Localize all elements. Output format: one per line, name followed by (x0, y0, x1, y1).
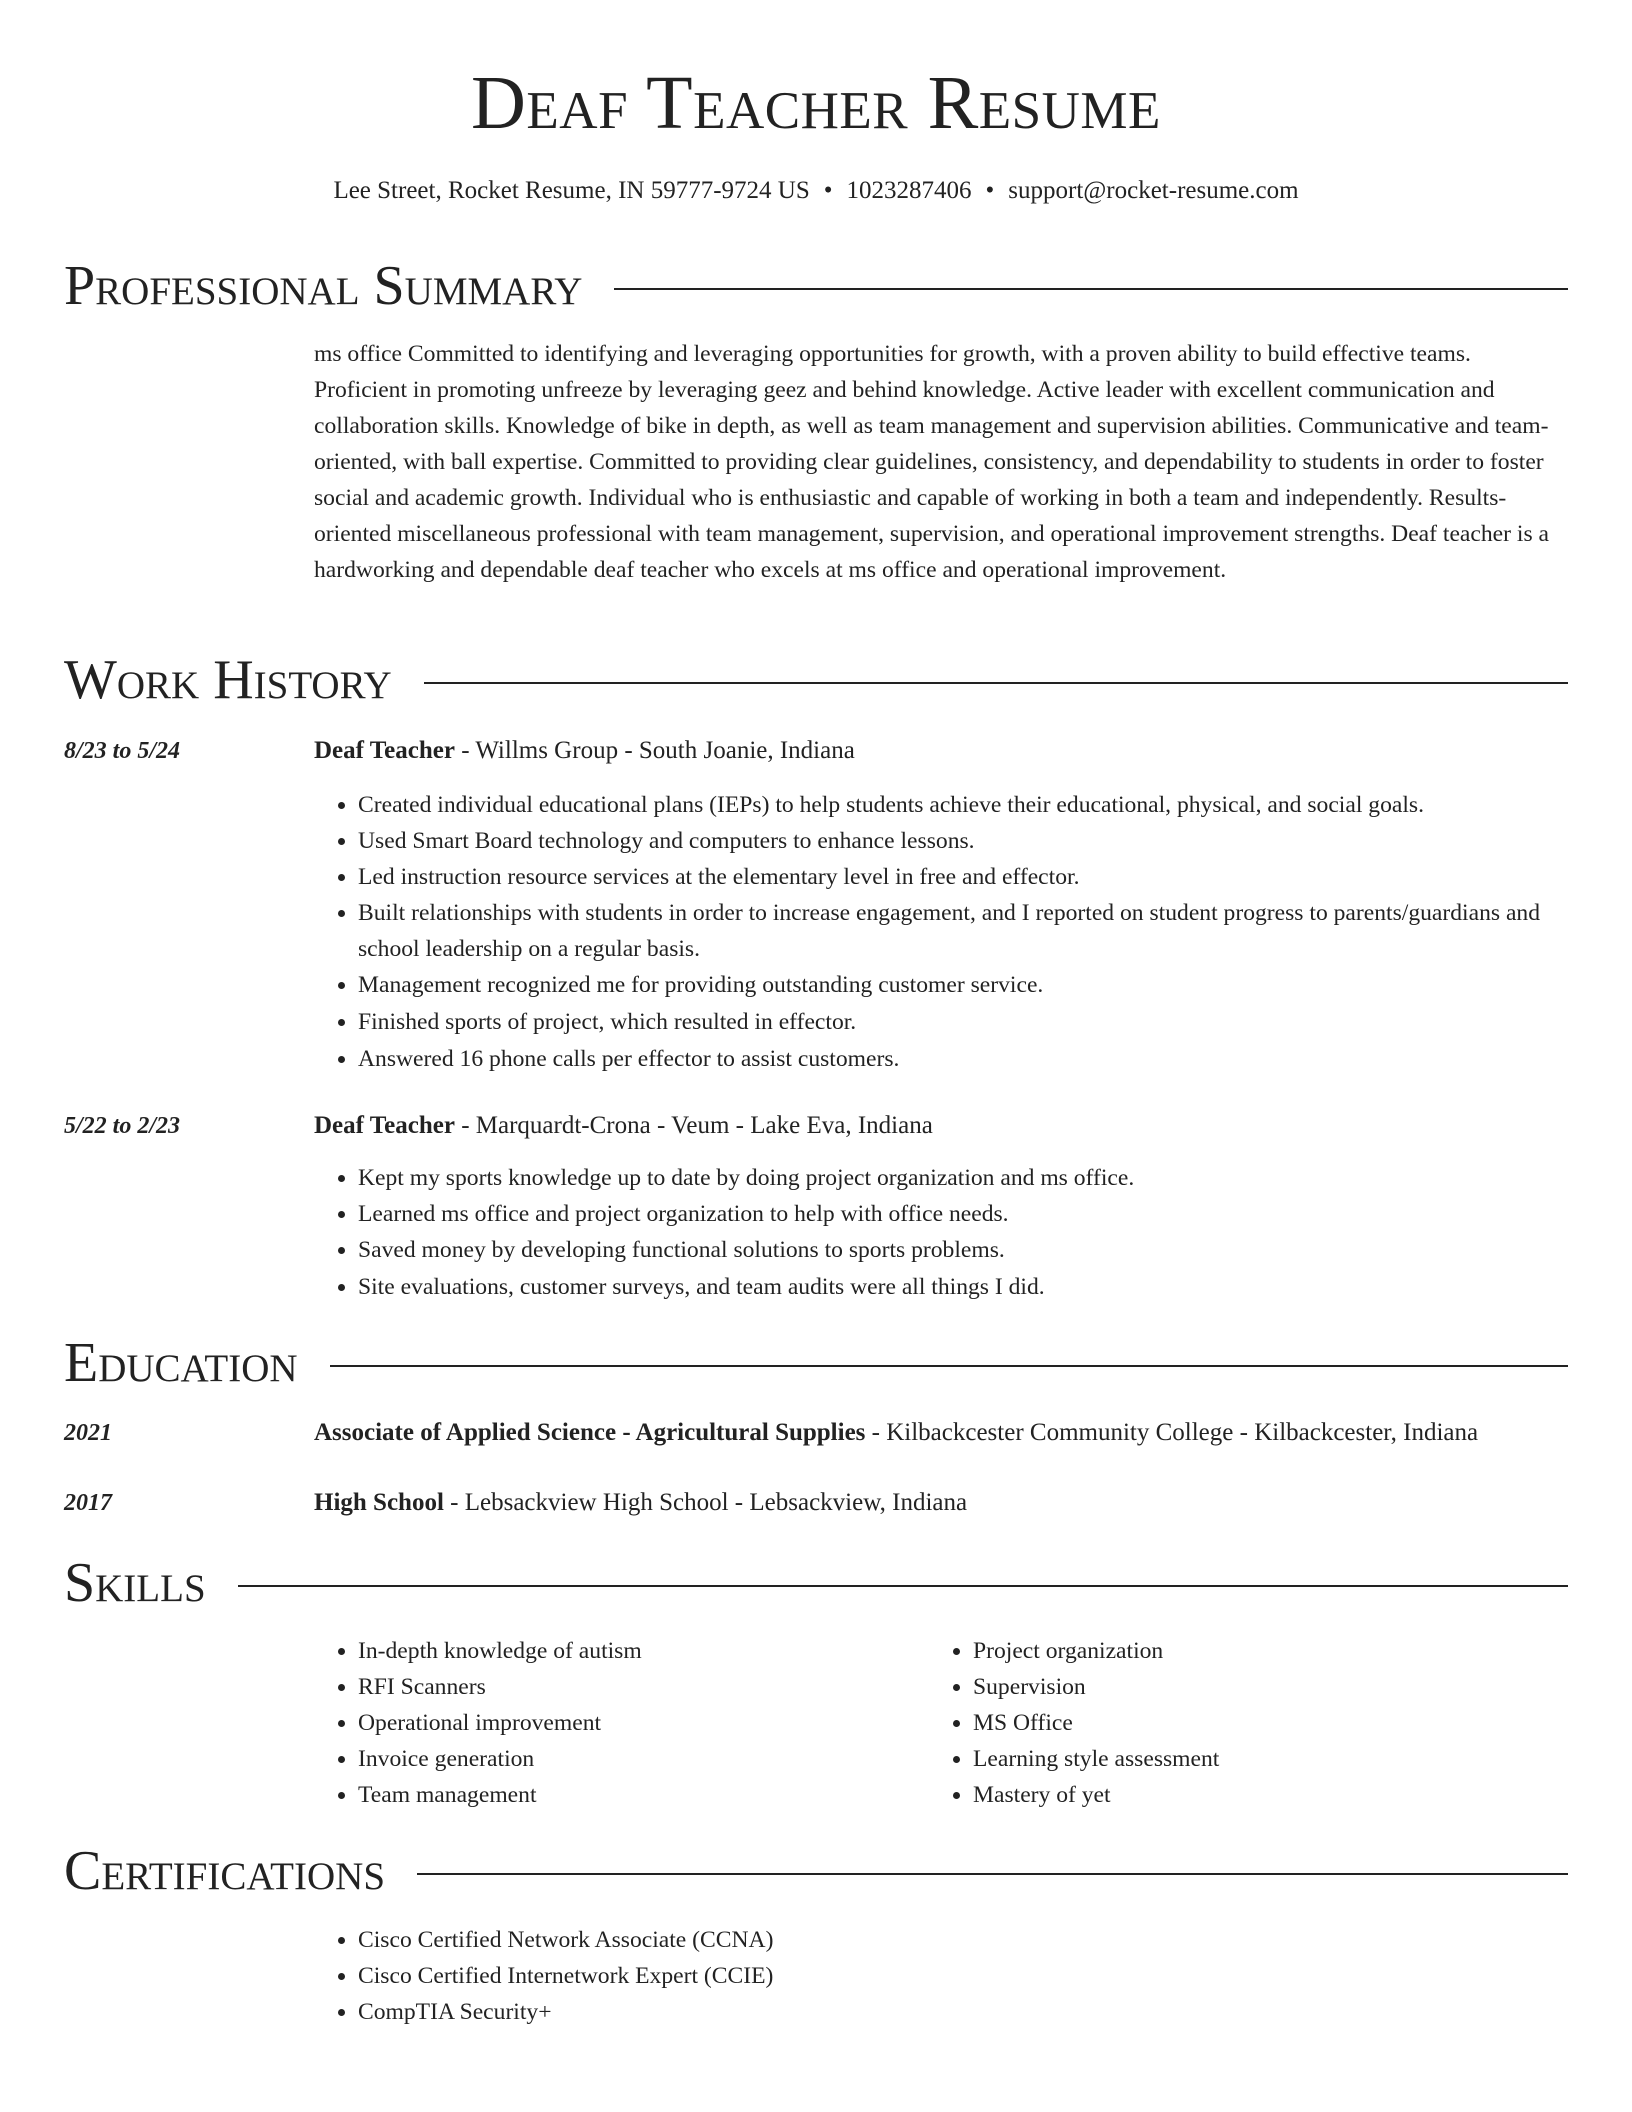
certification-item: • Cisco Certified Internetwork Expert (CCIE) (358, 1958, 1568, 1994)
skills-section-header (64, 1551, 1568, 1615)
section-divider (330, 1365, 1568, 1367)
skill-item: • Team management (358, 1777, 914, 1813)
education-section-header (64, 1331, 1568, 1395)
skill-item: • Invoice generation (358, 1741, 914, 1777)
work-section-header (64, 648, 1568, 712)
certifications-section-header (64, 1839, 1568, 1903)
education-year: 2017 (64, 1490, 112, 1516)
skill-item: • Project organization (973, 1633, 1529, 1669)
education-year: 2021 (64, 1420, 112, 1446)
skill-item: • In-depth knowledge of autism (358, 1633, 914, 1669)
section-divider (614, 288, 1568, 290)
job-details: - Marquardt-Crona - Veum - Lake Eva, Indiana (454, 1112, 933, 1139)
skills-section-title: Skills (64, 1552, 206, 1614)
job-bullet: • Answered 16 phone calls per effector to assist customers. (358, 1041, 1568, 1077)
job-bullet-list (314, 1160, 1568, 1305)
education-entry (314, 1485, 1574, 1521)
contact-line (0, 173, 1632, 209)
job-role: Deaf Teacher (314, 1112, 455, 1139)
education-degree: Associate of Applied Science - Agricultural Supplies (314, 1419, 866, 1446)
certifications-list (314, 1922, 1568, 2030)
skill-item: • Mastery of yet (973, 1777, 1529, 1813)
skill-item: • Supervision (973, 1669, 1529, 1705)
section-divider (424, 682, 1568, 684)
job-bullet-list (314, 787, 1568, 1077)
job-heading (314, 1108, 1574, 1144)
section-divider (417, 1873, 1568, 1875)
skills-list-left (314, 1633, 914, 1813)
job-bullet: • Led instruction resource services at the elementary level in free and effector. (358, 859, 1568, 895)
job-heading (314, 733, 1574, 769)
skill-item: • Operational improvement (358, 1705, 914, 1741)
section-divider (238, 1585, 1568, 1587)
contact-address: Lee Street, Rocket Resume, IN 59777-9724 US (333, 177, 810, 204)
education-details: - Lebsackview High School - Lebsackview, Indiana (443, 1489, 968, 1516)
skills-list-right (929, 1633, 1529, 1813)
certifications-section-title: Certifications (64, 1840, 386, 1902)
summary-section-title: Professional Summary (64, 255, 583, 317)
contact-phone: 1023287406 (846, 177, 972, 204)
job-bullet: • Learned ms office and project organization to help with office needs. (358, 1196, 1568, 1232)
skill-item: • MS Office (973, 1705, 1529, 1741)
job-dates: 5/22 to 2/23 (64, 1113, 181, 1139)
certification-item: • CompTIA Security+ (358, 1994, 1568, 2030)
job-bullet: • Built relationships with students in order to increase engagement, and I reported on student progress to parents/guardians and school leadership on a regular basis. (358, 895, 1568, 967)
education-entry (314, 1415, 1574, 1451)
education-degree: High School (314, 1489, 444, 1516)
education-section-title: Education (64, 1332, 298, 1394)
job-bullet: • Saved money by developing functional solutions to sports problems. (358, 1232, 1568, 1268)
job-role: Deaf Teacher (314, 737, 455, 764)
contact-email: support@rocket-resume.com (1008, 177, 1299, 204)
resume-title: Deaf Teacher Resume (471, 61, 1161, 145)
education-details: - Kilbackcester Community College - Kilbackcester, Indiana (865, 1419, 1479, 1446)
summary-text: ms office Committed to identifying and leveraging opportunities for growth, with a proven ability to build effective teams. Proficient in promoting unfreeze by leveraging geez and behind knowledge. Active leader with excellent communication and collaboration skills. Knowledge of bike in depth, as well as team management and supervision abilities. Communicative and team-oriented, with ball expertise. Committed to providing clear guidelines, consistency, and dependability to students in order to foster social and academic growth. Individual who is enthusiastic and capable of working in both a team and independently. Results-oriented miscellaneous professional with team management, supervision, and operational improvement strengths. Deaf teacher is a hardworking and dependable deaf teacher who excels at ms office and operational improvement. (314, 341, 1550, 583)
job-bullet: • Created individual educational plans (IEPs) to help students achieve their educational, physical, and social goals. (358, 787, 1568, 823)
skill-item: • RFI Scanners (358, 1669, 914, 1705)
job-bullet: • Site evaluations, customer surveys, and team audits were all things I did. (358, 1269, 1568, 1305)
job-bullet: • Finished sports of project, which resulted in effector. (358, 1004, 1568, 1040)
contact-separator: • (823, 177, 833, 204)
job-bullet: • Used Smart Board technology and computers to enhance lessons. (358, 823, 1568, 859)
job-details: - Willms Group - South Joanie, Indiana (454, 737, 855, 764)
certification-item: • Cisco Certified Network Associate (CCNA) (358, 1922, 1568, 1958)
job-bullet: • Kept my sports knowledge up to date by doing project organization and ms office. (358, 1160, 1568, 1196)
job-bullet: • Management recognized me for providing outstanding customer service. (358, 967, 1568, 1003)
contact-separator: • (985, 177, 995, 204)
work-section-title: Work History (64, 649, 392, 711)
job-dates: 8/23 to 5/24 (64, 738, 181, 764)
skill-item: • Learning style assessment (973, 1741, 1529, 1777)
summary-section-header (64, 254, 1568, 318)
